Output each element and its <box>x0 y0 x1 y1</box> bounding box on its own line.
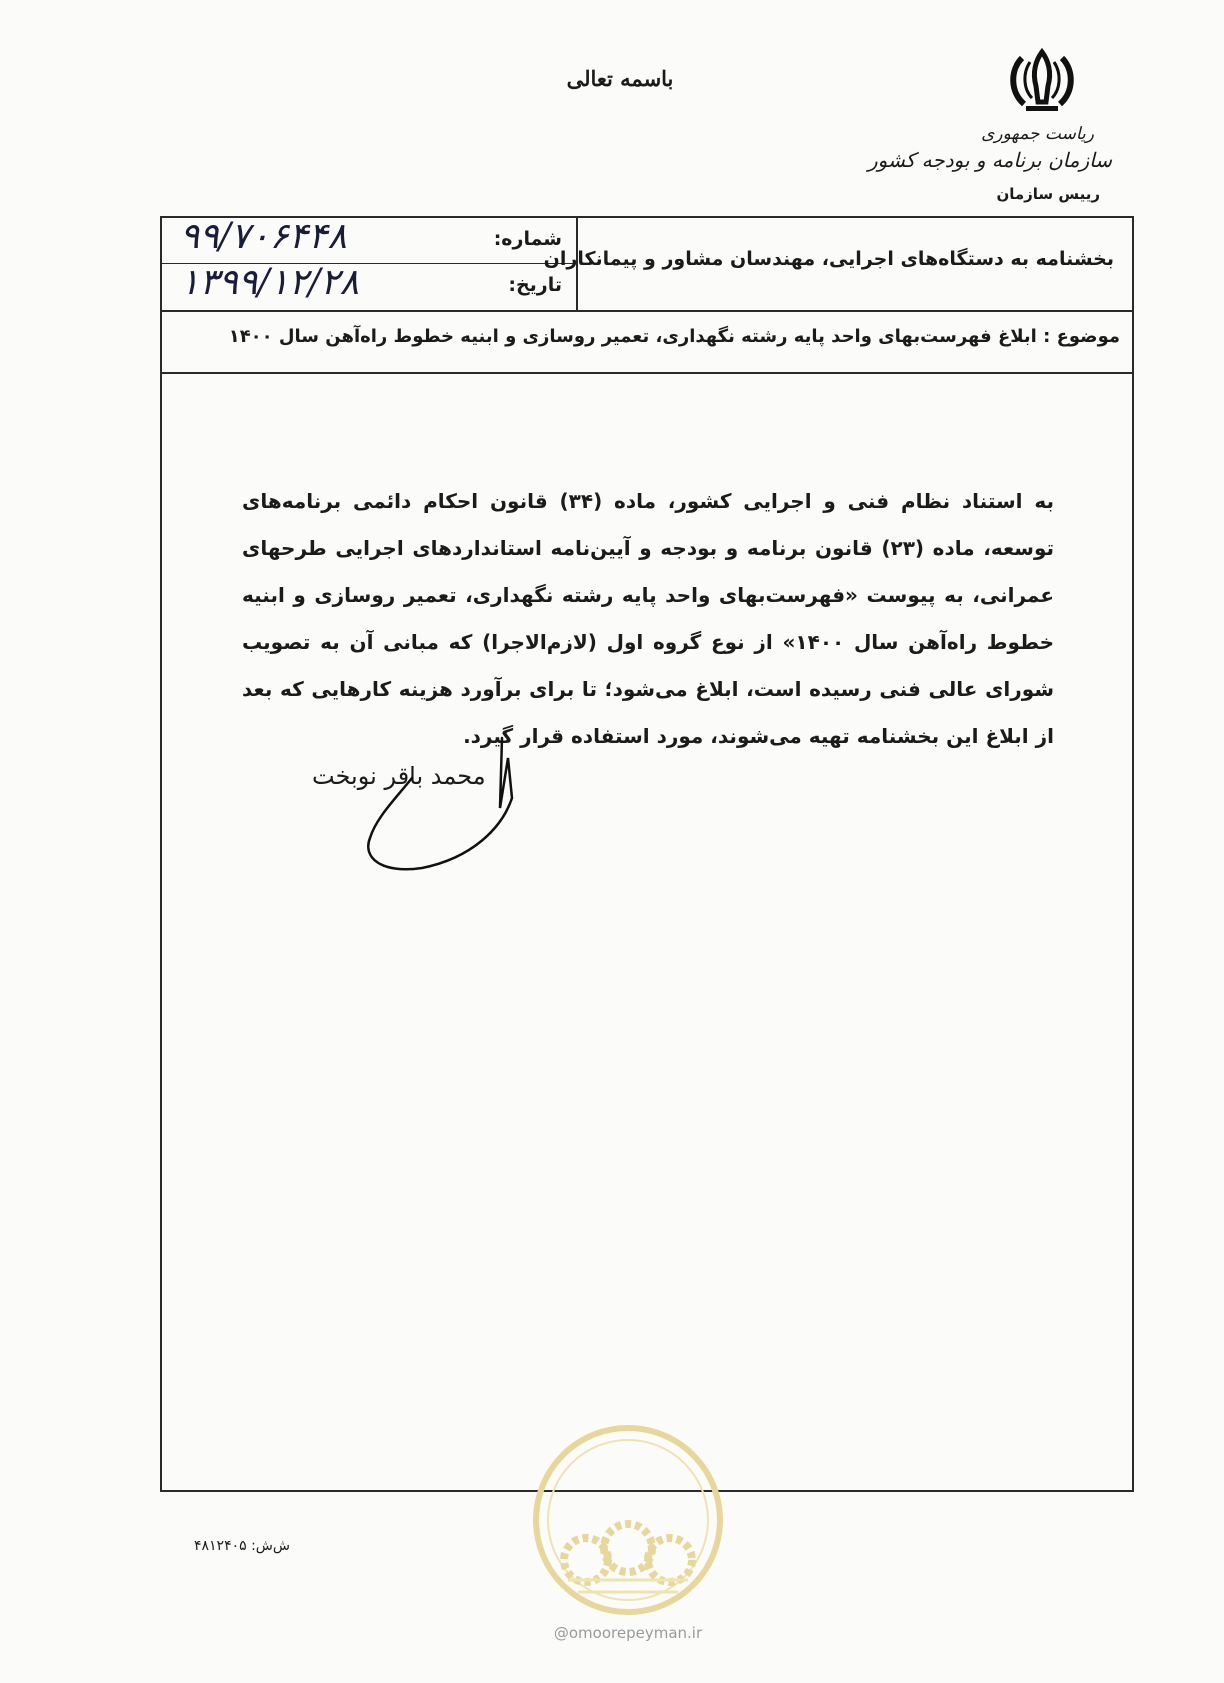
watermark-text: @omoorepeyman.ir <box>553 1624 703 1642</box>
signature-mark <box>352 728 552 888</box>
org-chief-title: رییس سازمان <box>996 185 1100 203</box>
letter-number: ۹۹/۷۰۶۴۴۸ <box>180 216 347 257</box>
watermark-stamp <box>528 1420 728 1620</box>
recipients-line: بخشنامه به دستگاه‌های اجرایی، مهندسان مشاور و پیمانکاران <box>543 248 1114 270</box>
date-label: تاریخ: <box>508 274 562 296</box>
subject-line: موضوع : ابلاغ فهرست‌بهای واحد پایه رشته نگهداری، تعمیر روسازی و ابنیه خطوط راه‌آهن سال ۱۴۰۰ <box>228 326 1120 347</box>
signer-name: محمد باقر نوبخت <box>312 762 486 790</box>
header-row <box>162 218 1132 312</box>
invocation: باسمه تعالی <box>566 66 674 91</box>
letter-body: به استناد نظام فنی و اجرایی کشور، ماده (۳۴) قانون احکام دائمی برنامه‌های توسعه، ماده (۲۳) قانون برنامه و بودجه و آیین‌نامه استانداردهای اجرایی طرحهای عمرانی، به پیوست «فهرست‌بهای واحد پایه رشته نگهداری، تعمیر روسازی و ابنیه خطوط راه‌آهن سال ۱۴۰۰» از نوع گروه اول (لازم‌الاجرا) که مبانی آن به تصویب شورای عالی فنی رسیده است، ابلاغ می‌شود؛ تا برای برآورد هزینه کارهایی که بعد از ابلاغ این بخشنامه تهیه می‌شوند، مورد استفاده قرار گیرد. <box>242 489 1055 748</box>
number-label: شماره: <box>493 228 562 250</box>
letter-frame <box>160 216 1134 1492</box>
reference-box <box>162 218 578 310</box>
letter-date: ۱۳۹۹/۱۲/۲۸ <box>180 262 359 303</box>
org-presidency: ریاست جمهوری <box>981 124 1094 144</box>
footer-code: ش‌ش: ۴۸۱۲۴۰۵ <box>194 1538 290 1554</box>
org-name: سازمان برنامه و بودجه کشور <box>867 148 1112 172</box>
subject-row <box>162 312 1132 374</box>
iran-emblem-icon <box>1002 46 1082 116</box>
